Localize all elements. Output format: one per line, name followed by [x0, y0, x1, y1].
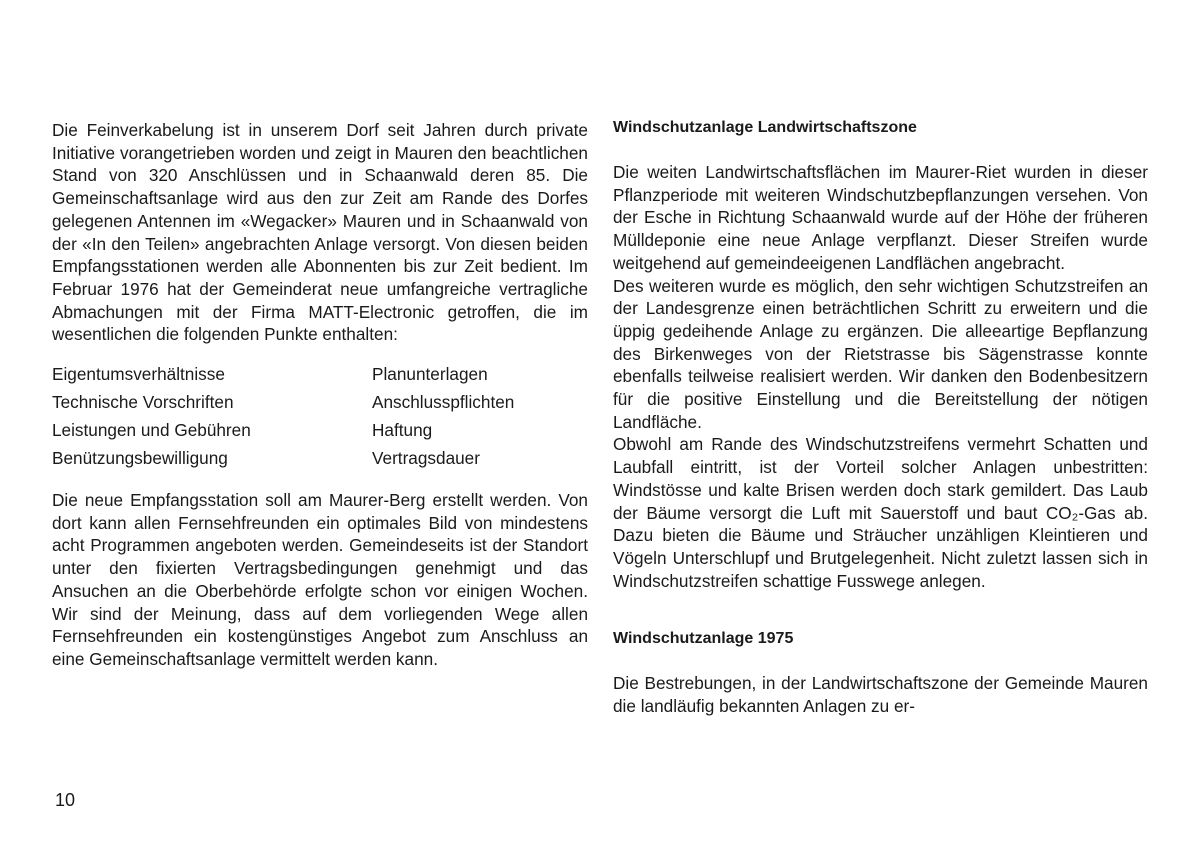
right-column: [613, 117, 1148, 718]
contract-point: Haftung: [372, 420, 433, 441]
page-number: 10: [55, 790, 76, 810]
contract-points-list: [52, 363, 588, 470]
section-paragraph: Des weiteren wurde es möglich, den sehr wichtigen Schutzstreifen an der Landesgrenze einen beträchtlichen Schritt zu erweitern und die üppig gedeihende Anlage zu ergänzen. Die alleeartige Bepflanzung des Birkenweges von der Rietstrasse bis Sägenstrasse konnte ebenfalls teilweise realisiert werden. Wir danken den Bodenbesitzern für die positive Einstellung und die Bereitstellung der nötigen Landfläche.: [613, 275, 1148, 432]
section-heading-1975: Windschutzanlage 1975: [613, 630, 794, 648]
section-paragraph: Die Bestrebungen, in der Landwirtschaftszone der Gemeinde Mauren die landläufig bekannten Anlagen zu er-: [613, 673, 1148, 717]
contract-point: Vertragsdauer: [372, 448, 480, 469]
contract-point: Benützungsbewilligung: [52, 448, 228, 469]
contract-point: Technische Vorschriften: [52, 392, 234, 413]
closing-paragraph: Die neue Empfangsstation soll am Maurer-Berg erstellt werden. Von dort kann allen Fernsehfreunden ein optimales Bild von mindestens acht Programmen angeboten werden. Gemeindeseits ist der Standort unter den fixierten Vertragsbedingungen genehmigt und das Ansuchen an die Oberbehörde erfolgte schon vor einigen Wochen. Wir sind der Meinung, dass auf dem vorliegenden Wege allen Fernsehfreunden ein kostengünstiges Angebot zum Anschluss an eine Gemeinschaftsanlage vermittelt werden kann.: [52, 490, 588, 669]
section-paragraph: Obwohl am Rande des Windschutzstreifens vermehrt Schatten und Laubfall eintritt, ist der Vorteil solcher Anlagen unbestritten: Windstösse und kalte Brisen werden doch stark gemildert. Das Laub der Bäume versorgt die Luft mit Sauerstoff und baut CO₂-Gas ab. Dazu bieten die Bäume und Sträucher unzähligen Kleintieren und Vögeln Unterschlupf und Brutgelegenheit. Nicht zuletzt lassen sich in Windschutzstreifen schattige Fusswege anlegen.: [613, 434, 1148, 591]
intro-paragraph: Die Feinverkabelung ist in unserem Dorf seit Jahren durch private Initiative vorangetrieben worden und zeigt in Mauren den beachtlichen Stand von 320 Anschlüssen und in Schaanwald deren 85. Die Gemeinschaftsanlage wird aus den zur Zeit am Rande des Dorfes gelegenen Antennen im «Wegacker» Mauren und in Schaanwald von der «In den Teilen» angebrachten Anlage versorgt. Von diesen beiden Empfangsstationen werden alle Abonnenten bis zur Zeit bedient. Im Februar 1976 hat der Gemeinderat neue umfangreiche vertragliche Abmachungen mit der Firma MATT-Electronic getroffen, die im wesentlichen die folgenden Punkte enthalten:: [52, 120, 588, 345]
section-heading-landwirtschaftszone: Windschutzanlage Landwirtschaftszone: [613, 119, 917, 136]
contract-point: Leistungen und Gebühren: [52, 420, 251, 441]
contract-point: Planunterlagen: [372, 364, 488, 385]
section-paragraph: Die weiten Landwirtschaftsflächen im Maurer-Riet wurden in dieser Pflanzperiode mit weiteren Windschutzbepflanzungen versehen. Von der Esche in Richtung Schaanwald wurde auf der Höhe der früheren Mülldeponie eine neue Anlage verpflanzt. Dieser Streifen wurde weitgehend auf gemeindeeigenen Landflächen angebracht.: [613, 162, 1148, 273]
left-column: [52, 119, 588, 671]
contract-point: Anschlusspflichten: [372, 392, 515, 413]
contract-point: Eigentumsverhältnisse: [52, 364, 225, 385]
